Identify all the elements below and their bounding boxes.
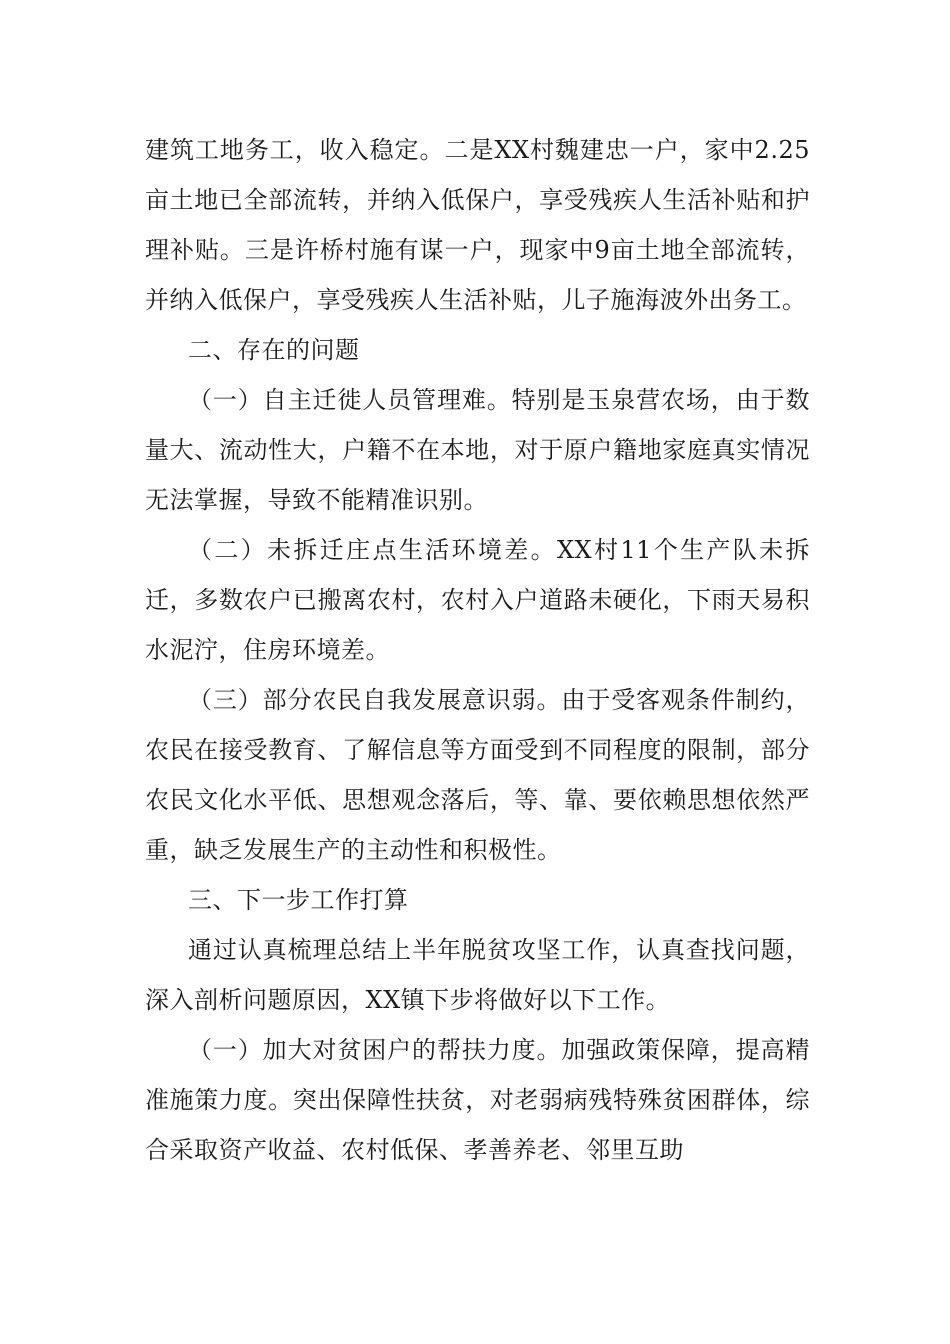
section-heading-problems: 二、存在的问题 bbox=[188, 336, 360, 364]
document-body bbox=[145, 125, 810, 1175]
paragraph-continuation: 建筑工地务工，收入稳定。二是XX村魏建忠一户，家中2.25亩土地已全部流转，并纳入低保户，享受残疾人生活补贴和护理补贴。三是许桥村施有谋一户，现家中9亩土地全部流转，并纳入低保户，享受残疾人生活补贴，儿子施海波外出务工。 bbox=[145, 136, 810, 314]
paragraph-next-steps-intro: 通过认真梳理总结上半年脱贫攻坚工作，认真查找问题，深入剖析问题原因，XX镇下步将做好以下工作。 bbox=[145, 936, 810, 1014]
paragraph-problem-1: （一）自主迁徙人员管理难。特别是玉泉营农场，由于数量大、流动性大，户籍不在本地，对于原户籍地家庭真实情况无法掌握，导致不能精准识别。 bbox=[145, 386, 810, 514]
section-heading-next-steps: 三、下一步工作打算 bbox=[188, 886, 409, 914]
paragraph-next-step-1: （一）加大对贫困户的帮扶力度。加强政策保障，提高精准施策力度。突出保障性扶贫，对老弱病残特殊贫困群体，综合采取资产收益、农村低保、孝善养老、邻里互助 bbox=[145, 1036, 810, 1164]
paragraph-problem-2: （二）未拆迁庄点生活环境差。XX村11个生产队未拆迁，多数农户已搬离农村，农村入户道路未硬化，下雨天易积水泥泞，住房环境差。 bbox=[145, 536, 810, 664]
paragraph-problem-3: （三）部分农民自我发展意识弱。由于受客观条件制约，农民在接受教育、了解信息等方面受到不同程度的限制，部分农民文化水平低、思想观念落后，等、靠、要依赖思想依然严重，缺乏发展生产的主动性和积极性。 bbox=[145, 686, 810, 864]
